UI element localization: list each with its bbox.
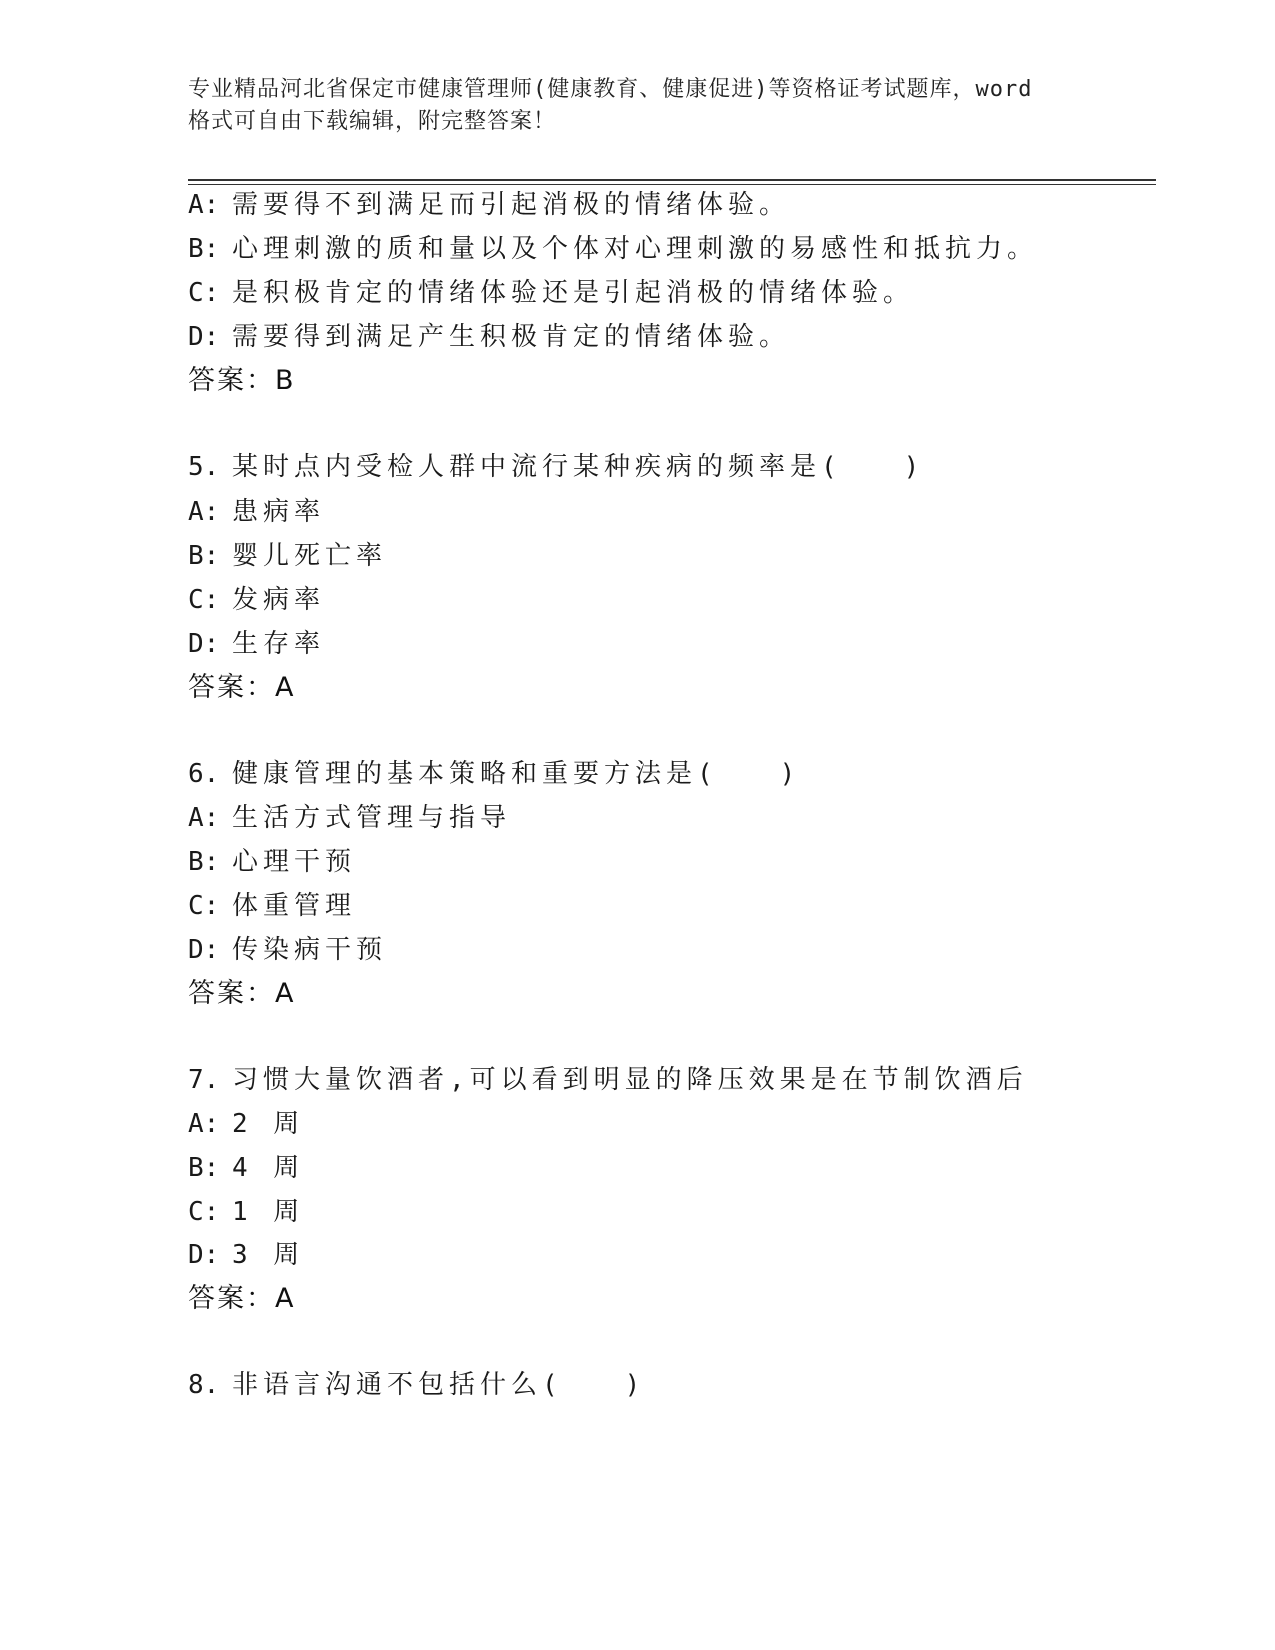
option-text: 传染病干预 bbox=[232, 935, 388, 965]
option-text: 1 周 bbox=[232, 1197, 305, 1227]
option-key: C: bbox=[188, 585, 220, 615]
option-key: B: bbox=[188, 541, 220, 571]
option-text: 3 周 bbox=[232, 1240, 305, 1270]
q7-option-c bbox=[188, 1195, 304, 1229]
option-key: C: bbox=[188, 278, 220, 308]
option-text: 需要得到满足产生积极肯定的情绪体验。 bbox=[232, 322, 791, 352]
q5-option-b bbox=[188, 539, 387, 573]
question-number: 7. bbox=[188, 1065, 220, 1095]
option-text: 患病率 bbox=[232, 497, 326, 527]
option-key: D: bbox=[188, 322, 220, 352]
question-text: 健康管理的基本策略和重要方法是( ) bbox=[232, 759, 801, 789]
option-key: C: bbox=[188, 1197, 220, 1227]
option-key: D: bbox=[188, 1240, 220, 1270]
option-key: B: bbox=[188, 234, 220, 264]
q4-option-a bbox=[188, 188, 790, 222]
q7-option-a bbox=[188, 1107, 304, 1141]
q6-question bbox=[188, 757, 800, 791]
option-key: D: bbox=[188, 935, 220, 965]
option-text: 4 周 bbox=[232, 1153, 305, 1183]
option-text: 发病率 bbox=[232, 585, 326, 615]
q5-option-d bbox=[188, 627, 325, 661]
q5-answer: 答案：A bbox=[188, 672, 296, 703]
option-key: A: bbox=[188, 190, 220, 220]
q6-answer: 答案：A bbox=[188, 978, 296, 1009]
option-key: D: bbox=[188, 629, 220, 659]
option-key: A: bbox=[188, 497, 220, 527]
q4-option-d bbox=[188, 320, 790, 354]
option-text: 生存率 bbox=[232, 629, 326, 659]
option-text: 需要得不到满足而引起消极的情绪体验。 bbox=[232, 190, 791, 220]
question-text: 非语言沟通不包括什么( ) bbox=[232, 1370, 646, 1400]
option-text: 2 周 bbox=[232, 1109, 305, 1139]
option-key: A: bbox=[188, 803, 220, 833]
option-key: B: bbox=[188, 847, 220, 877]
q5-question bbox=[188, 450, 924, 484]
option-text: 心理干预 bbox=[232, 847, 357, 877]
option-text: 体重管理 bbox=[232, 891, 357, 921]
question-number: 6. bbox=[188, 759, 220, 789]
q5-option-c bbox=[188, 583, 325, 617]
header-line-1: 专业精品河北省保定市健康管理师(健康教育、健康促进)等资格证考试题库，word bbox=[188, 77, 1033, 102]
option-key: B: bbox=[188, 1153, 220, 1183]
question-number: 5. bbox=[188, 452, 220, 482]
option-text: 婴儿死亡率 bbox=[232, 541, 388, 571]
option-text: 心理刺激的质和量以及个体对心理刺激的易感性和抵抗力。 bbox=[232, 234, 1039, 264]
q7-option-d bbox=[188, 1238, 304, 1272]
q6-option-c bbox=[188, 889, 356, 923]
option-key: C: bbox=[188, 891, 220, 921]
q5-option-a bbox=[188, 495, 325, 529]
question-text: 习惯大量饮酒者,可以看到明显的降压效果是在节制饮酒后 bbox=[232, 1065, 1028, 1095]
q7-question bbox=[188, 1063, 1028, 1097]
q8-question bbox=[188, 1368, 645, 1402]
option-key: A: bbox=[188, 1109, 220, 1139]
header-divider-thin bbox=[188, 184, 1156, 185]
option-text: 是积极肯定的情绪体验还是引起消极的情绪体验。 bbox=[232, 278, 915, 308]
header-divider-thick bbox=[188, 179, 1156, 181]
q4-option-b bbox=[188, 232, 1038, 266]
q6-option-a bbox=[188, 801, 511, 835]
document-header bbox=[188, 74, 1108, 138]
q7-answer: 答案：A bbox=[188, 1283, 296, 1314]
q4-option-c bbox=[188, 276, 914, 310]
q7-option-b bbox=[188, 1151, 304, 1185]
q6-option-b bbox=[188, 845, 356, 879]
option-text: 生活方式管理与指导 bbox=[232, 803, 512, 833]
q6-option-d bbox=[188, 933, 387, 967]
question-text: 某时点内受检人群中流行某种疾病的频率是( ) bbox=[232, 452, 925, 482]
question-number: 8. bbox=[188, 1370, 220, 1400]
q4-answer: 答案：B bbox=[188, 365, 296, 396]
header-line-2: 格式可自由下载编辑，附完整答案！ bbox=[188, 109, 557, 134]
